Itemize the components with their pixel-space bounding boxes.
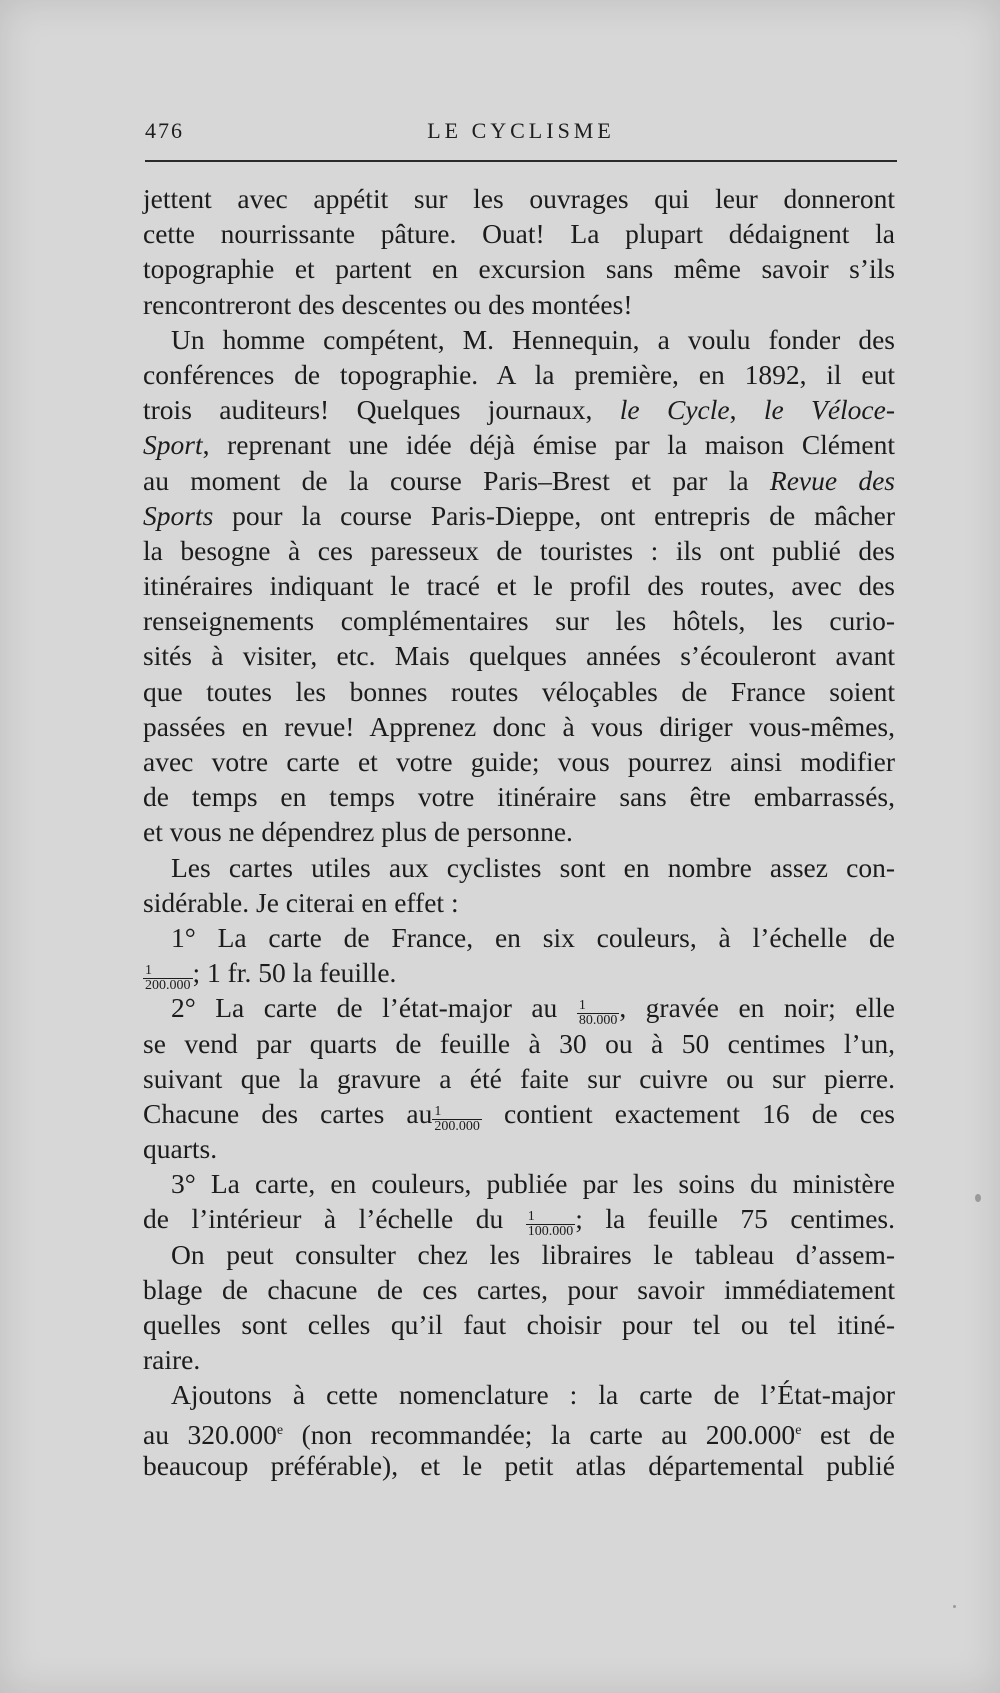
fraction-denominator: 80.000: [578, 1013, 618, 1029]
header-rule: [145, 160, 897, 162]
text-line: trois auditeurs! Quelques journaux, le Cycle, le Véloce-: [143, 394, 895, 426]
text-line: Un homme compétent, M. Hennequin, a voulu fonder des: [171, 323, 895, 355]
text-line: cette nourrissante pâture. Ouat! La plupart dédaignent la: [143, 218, 895, 250]
scale-fraction: [526, 1210, 576, 1239]
text-line: conférences de topographie. A la première, en 1892, il eut: [143, 358, 895, 390]
text-segment: , reprenant une idée déjà émise par la maison Clément: [202, 429, 895, 461]
text-line: [143, 1413, 895, 1448]
text-line: quarts.: [143, 1133, 218, 1165]
text-line: passées en revue! Apprenez donc à vous diriger vous-mêmes,: [143, 710, 895, 742]
text-segment: , gravée en noir; elle: [619, 992, 895, 1024]
text-line: quelles sont celles qu’il faut choisir pour tel ou tel itiné-: [143, 1309, 895, 1340]
text-line: [143, 955, 895, 994]
scale-fraction: [432, 1105, 482, 1134]
text-line: topographie et partent en excursion sans même savoir s’ils: [143, 253, 895, 285]
text-line: renseignements complémentaires sur les hôtels, les curio-: [143, 605, 895, 637]
text-line: [143, 1096, 895, 1134]
fraction-numerator: 1: [527, 1209, 535, 1225]
text-line: sidérable. Je citerai en effet :: [143, 886, 459, 918]
text-line: [143, 498, 895, 533]
fraction-numerator: 1: [434, 1103, 442, 1119]
text-line: suivant que la gravure a été faite sur cuivre ou sur pierre.: [143, 1062, 895, 1094]
text-segment: ; 1 fr. 50 la feuille.: [192, 957, 397, 989]
text-segment: contient exactement 16 de ces: [504, 1097, 895, 1129]
text-segment: de l’intérieur à l’échelle du: [143, 1203, 504, 1235]
fraction-denominator: 100.000: [527, 1224, 574, 1240]
ordinal-superscript: e: [795, 1422, 802, 1438]
text-line: [143, 1201, 896, 1240]
paper-speck: [975, 1194, 981, 1202]
text-segment: trois auditeurs! Quelques journaux,: [143, 394, 593, 426]
text-line: 1° La carte de France, en six couleurs, à l’échelle de: [171, 921, 895, 953]
text-segment: 2° La carte de l’état-major au: [171, 992, 558, 1024]
journal-title: le Cycle: [619, 394, 730, 426]
text-segment: pour la course Paris-Dieppe, ont entrepris de mâcher: [232, 499, 895, 531]
text-line: avec votre carte et votre guide; vous pourrez ainsi modifier: [143, 746, 895, 777]
journal-title: le Véloce-: [763, 394, 895, 426]
text-line: 3° La carte, en couleurs, publiée par les soins du ministère: [171, 1168, 895, 1200]
text-segment: Chacune des cartes au: [143, 1097, 433, 1129]
journal-title: Sports: [143, 499, 214, 531]
journal-title: Revue des: [769, 464, 896, 496]
text-segment: au 320.000: [143, 1418, 277, 1450]
running-head: [145, 118, 897, 148]
text-line: Ajoutons à cette nomenclature : la carte de l’État-major: [171, 1379, 895, 1411]
text-line: jettent avec appétit sur les ouvrages qui leur donneront: [143, 183, 895, 214]
text-line: [143, 990, 895, 1029]
text-line: Les cartes utiles aux cyclistes sont en nombre assez con-: [171, 851, 895, 883]
text-line: [143, 463, 895, 498]
text-segment: au moment de la course Paris–Brest et par la: [143, 464, 749, 496]
text-line: beaucoup préférable), et le petit atlas départemental publié: [143, 1449, 895, 1481]
fraction-numerator: 1: [145, 963, 152, 979]
text-segment: ; la feuille 75 centimes.: [575, 1203, 896, 1235]
page-number: 476: [145, 118, 184, 143]
text-line: se vend par quarts de feuille à 30 ou à 50 centimes l’un,: [143, 1027, 895, 1059]
text-line: rencontreront des descentes ou des montées!: [143, 288, 633, 320]
ordinal-superscript: e: [276, 1422, 284, 1438]
text-segment: est de: [801, 1418, 895, 1450]
text-segment: (non recommandée; la carte au 200.000: [283, 1418, 796, 1450]
fraction-numerator: 1: [578, 998, 586, 1014]
body-text: [143, 181, 895, 1483]
text-line: [143, 427, 895, 462]
paper-speck: [953, 1605, 956, 1608]
scale-fraction: [577, 999, 620, 1028]
journal-title: Sport: [143, 429, 203, 461]
text-line: de temps en temps votre itinéraire sans être embarrassés,: [143, 781, 895, 813]
text-line: blage de chacune de ces cartes, pour savoir immédiatement: [143, 1273, 895, 1305]
text-line: que toutes les bonnes routes véloçables de France soient: [143, 675, 895, 707]
fraction-denominator: 200.000: [145, 978, 191, 994]
text-line: la besogne à ces paresseux de touristes : ils ont publié des: [143, 534, 895, 566]
text-line: sités à visiter, etc. Mais quelques années s’écouleront avant: [143, 640, 895, 672]
running-title: LE CYCLISME: [427, 118, 615, 143]
text-line: et vous ne dépendrez plus de personne.: [143, 816, 573, 848]
text-line: itinéraires indiquant le tracé et le profil des routes, avec des: [143, 570, 895, 602]
text-line: raire.: [143, 1344, 201, 1376]
fraction-denominator: 200.000: [434, 1118, 480, 1134]
scale-fraction: [143, 964, 193, 993]
text-line: On peut consulter chez les libraires le tableau d’assem-: [171, 1238, 895, 1270]
